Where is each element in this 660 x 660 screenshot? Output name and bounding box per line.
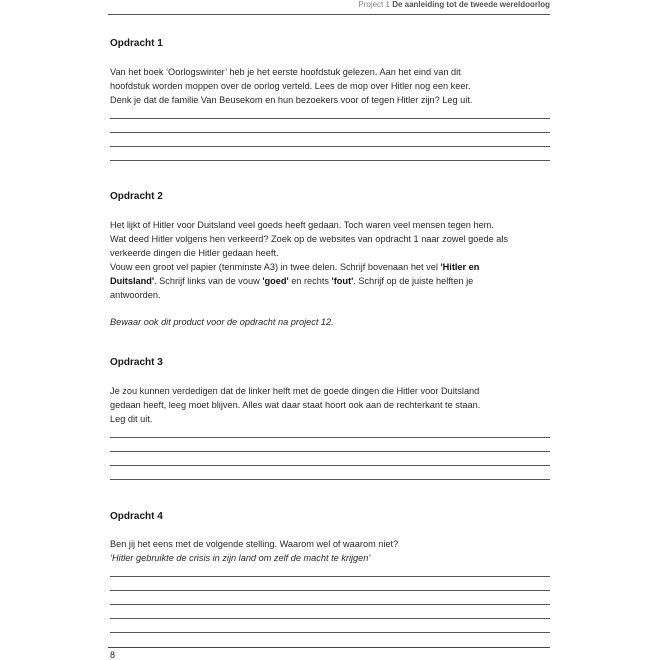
page-number: 8 <box>110 650 116 660</box>
opdracht-3-heading: Opdracht 3 <box>110 357 163 368</box>
answer-line[interactable] <box>110 632 550 633</box>
opdracht-2-line-2: Wat deed Hitler volgens hen verkeerd? Zoek op de websites van opdracht 1 naar zowel goede als <box>110 234 509 244</box>
footer-rule <box>108 647 550 648</box>
answer-line[interactable] <box>110 118 550 119</box>
opdracht-4-heading: Opdracht 4 <box>110 511 163 522</box>
opdracht-2-line-6: antwoorden. <box>110 290 161 300</box>
answer-line[interactable] <box>110 590 550 591</box>
answer-line[interactable] <box>110 604 550 605</box>
opdracht-2-line-4: Vouw een groot vel papier (tenminste A3) in twee delen. Schrijf bovenaan het vel 'Hitler en <box>110 262 480 272</box>
answer-line[interactable] <box>110 160 550 161</box>
opdracht-3-line-3: Leg dit uit. <box>110 414 153 424</box>
opdracht-3-line-1: Je zou kunnen verdedigen dat de linker helft met de goede dingen die Hitler voor Duitsland <box>110 386 480 396</box>
page-header <box>108 0 550 15</box>
opdracht-4-text <box>110 537 555 565</box>
opdracht-1-line-1: Van het boek ‘Oorlogswinter’ heb je het eerste hoofdstuk gelezen. Aan het eind van dit <box>110 67 461 77</box>
answer-line[interactable] <box>110 465 550 466</box>
opdracht-2-text <box>110 218 555 302</box>
opdracht-1-line-3: Denk je dat de familie Van Beusekom en hun bezoekers voor of tegen Hitler zijn? Leg uit. <box>110 95 473 105</box>
answer-line[interactable] <box>110 479 550 480</box>
opdracht-1-heading: Opdracht 1 <box>110 38 163 49</box>
opdracht-3-text <box>110 384 555 426</box>
answer-line[interactable] <box>110 146 550 147</box>
opdracht-2-line-3: verkeerde dingen die Hitler gedaan heeft. <box>110 248 279 258</box>
opdracht-4-statement: ‘Hitler gebruikte de crisis in zijn land om zelf de macht te krijgen’ <box>110 553 371 563</box>
answer-line[interactable] <box>110 132 550 133</box>
opdracht-4-question: Ben jij het eens met de volgende stelling. Waarom wel of waarom niet? <box>110 539 399 549</box>
opdracht-1-text <box>110 65 555 107</box>
opdracht-2-heading: Opdracht 2 <box>110 191 163 202</box>
opdracht-1-line-2: hoofdstuk worden moppen over de oorlog verteld. Lees de mop over Hitler nog een keer. <box>110 81 471 91</box>
answer-line[interactable] <box>110 576 550 577</box>
opdracht-2-line-5: Duitsland'. Schrijf links van de vouw 'goed' en rechts 'fout'. Schrijf op de juiste helften je <box>110 276 474 286</box>
header-title: De aanleiding tot de tweede wereldoorlog <box>392 0 550 9</box>
answer-line[interactable] <box>110 618 550 619</box>
answer-line[interactable] <box>110 451 550 452</box>
opdracht-2-note: Bewaar ook dit product voor de opdracht na project 12. <box>110 317 334 327</box>
opdracht-2-line-1: Het lijkt of Hitler voor Duitsland veel goeds heeft gedaan. Toch waren veel mensen tegen hem. <box>110 220 494 230</box>
opdracht-3-line-2: gedaan heeft, leeg moet blijven. Alles wat daar staat hoort ook aan de rechterkant te staan. <box>110 400 481 410</box>
header-project: Project 1 <box>358 0 390 9</box>
answer-line[interactable] <box>110 437 550 438</box>
